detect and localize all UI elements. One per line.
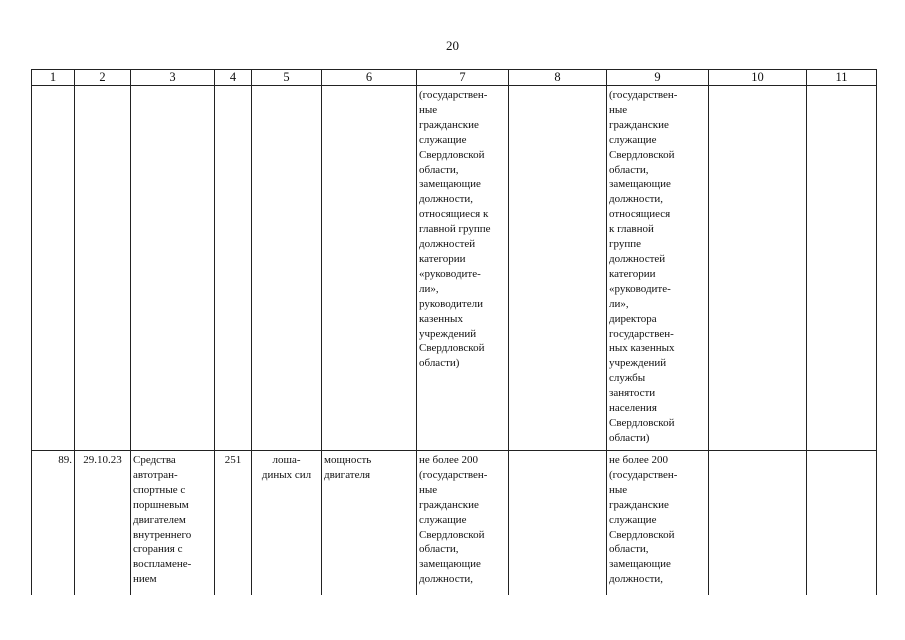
column-8-cell	[509, 86, 607, 451]
column-8-cell	[509, 451, 607, 596]
value-group-2-cell: не более 200 (государствен- ные гражданские служащие Свердловской области, замещающие должности,	[607, 451, 709, 596]
characteristic-cell: мощность двигателя	[322, 451, 417, 596]
column-header: 3	[131, 70, 215, 86]
unit-name-cell	[252, 86, 322, 451]
table-row	[32, 86, 877, 451]
value-group-2-cell: (государствен- ные гражданские служащие Свердловской области, замещающие должности, относящиеся к главной группе должностей категории «руководите- ли», директора государствен- ных казенных учреждений службы занятости населения Свердловской области)	[607, 86, 709, 451]
column-header: 6	[322, 70, 417, 86]
column-11-cell	[807, 86, 877, 451]
column-header: 8	[509, 70, 607, 86]
column-header: 11	[807, 70, 877, 86]
product-name-cell	[131, 86, 215, 451]
row-number-cell: 89.	[32, 451, 75, 596]
table-row	[32, 451, 877, 596]
value-group-1-cell: не более 200 (государствен- ные гражданские служащие Свердловской области, замещающие должности,	[417, 451, 509, 596]
value-group-1-cell: (государствен- ные гражданские служащие Свердловской области, замещающие должности, относящиеся к главной группе должностей категории «руководите- ли», руководители казенных учреждений Свердловской области)	[417, 86, 509, 451]
characteristic-cell	[322, 86, 417, 451]
unit-code-cell: 251	[215, 451, 252, 596]
regulation-table	[31, 69, 877, 595]
column-header: 10	[709, 70, 807, 86]
column-10-cell	[709, 86, 807, 451]
column-10-cell	[709, 451, 807, 596]
date-cell	[75, 86, 131, 451]
column-header: 5	[252, 70, 322, 86]
column-header: 9	[607, 70, 709, 86]
column-header: 2	[75, 70, 131, 86]
date-cell: 29.10.23	[75, 451, 131, 596]
product-name-cell: Средства автотран- спортные с поршневым двигателем внутреннего сгорания с воспламене- нием	[131, 451, 215, 596]
column-header: 4	[215, 70, 252, 86]
row-number-cell	[32, 86, 75, 451]
unit-name-cell: лоша- диных сил	[252, 451, 322, 596]
column-11-cell	[807, 451, 877, 596]
column-header: 7	[417, 70, 509, 86]
unit-code-cell	[215, 86, 252, 451]
page-number: 20	[446, 38, 459, 53]
header-row	[32, 70, 877, 86]
column-header: 1	[32, 70, 75, 86]
